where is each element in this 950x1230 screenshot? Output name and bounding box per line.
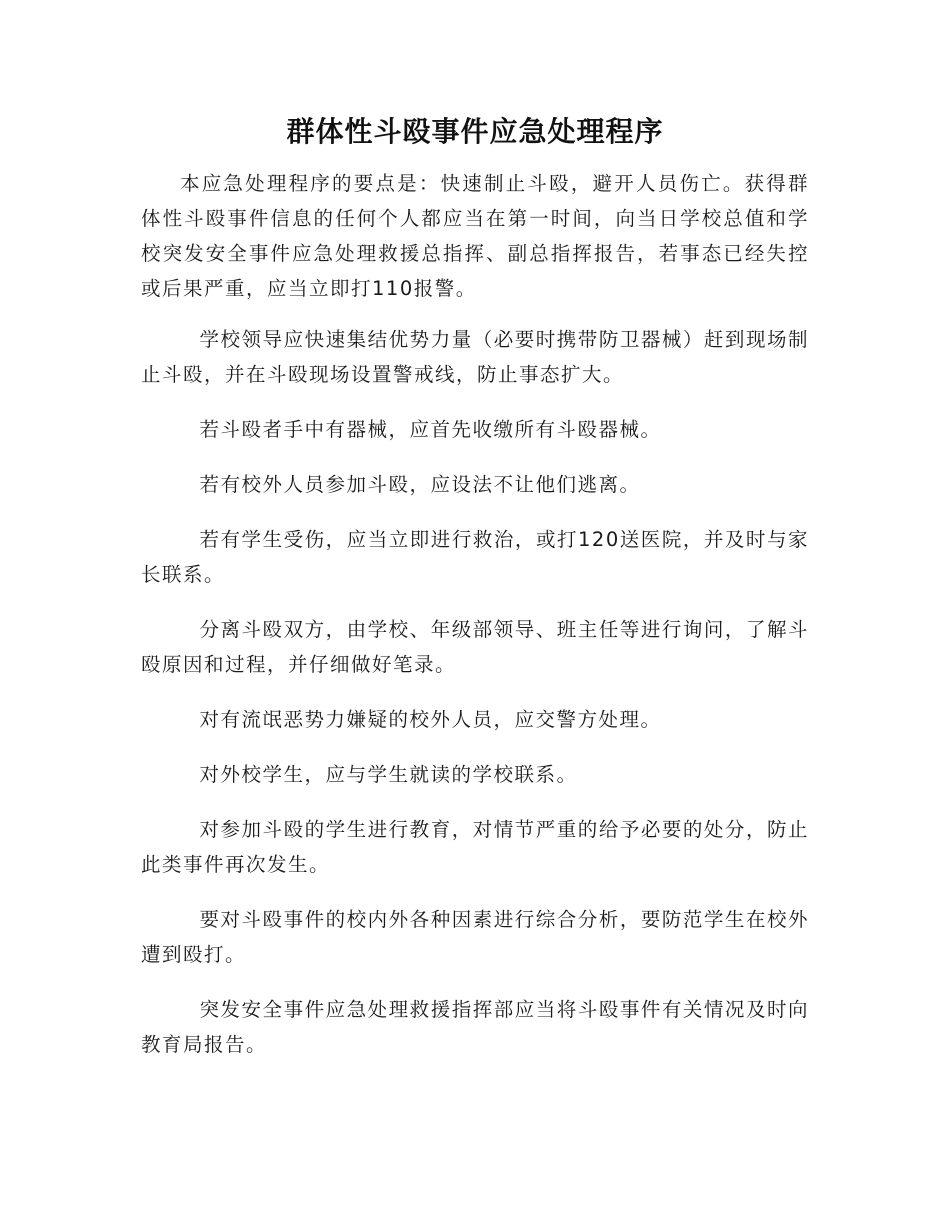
paragraph-8: 对外校学生，应与学生就读的学校联系。 xyxy=(199,763,578,786)
paragraph-1: 本应急处理程序的要点是：快速制止斗殴，避开人员伤亡。获得群体性斗殴事件信息的任何个人都应当在第一时间，向当日学校总值和学校突发安全事件应急处理救援总指挥、副总指挥报告，若事态已经失控或后果严重，应当立即打110报警。 xyxy=(141,172,809,300)
paragraph-3: 若斗殴者手中有器械，应首先收缴所有斗殴器械。 xyxy=(199,418,662,441)
paragraph-6: 分离斗殴双方，由学校、年级部领导、班主任等进行询问，了解斗殴原因和过程，并仔细做好笔录。 xyxy=(141,618,809,676)
paragraph-10: 要对斗殴事件的校内外各种因素进行综合分析，要防范学生在校外遭到殴打。 xyxy=(141,908,809,966)
paragraph-2: 学校领导应快速集结优势力量（必要时携带防卫器械）赶到现场制止斗殴，并在斗殴现场设置警戒线，防止事态扩大。 xyxy=(141,328,809,386)
paragraph-4: 若有校外人员参加斗殴，应设法不让他们逃离。 xyxy=(199,473,641,496)
paragraph-5: 若有学生受伤，应当立即进行救治，或打120送医院，并及时与家长联系。 xyxy=(141,528,809,586)
document-title: 群体性斗殴事件应急处理程序 xyxy=(286,115,664,148)
paragraph-11: 突发安全事件应急处理救援指挥部应当将斗殴事件有关情况及时向教育局报告。 xyxy=(141,998,809,1056)
paragraph-9: 对参加斗殴的学生进行教育，对情节严重的给予必要的处分，防止此类事件再次发生。 xyxy=(141,818,809,876)
document-body xyxy=(141,166,809,1082)
paragraph-7: 对有流氓恶势力嫌疑的校外人员，应交警方处理。 xyxy=(199,708,662,731)
